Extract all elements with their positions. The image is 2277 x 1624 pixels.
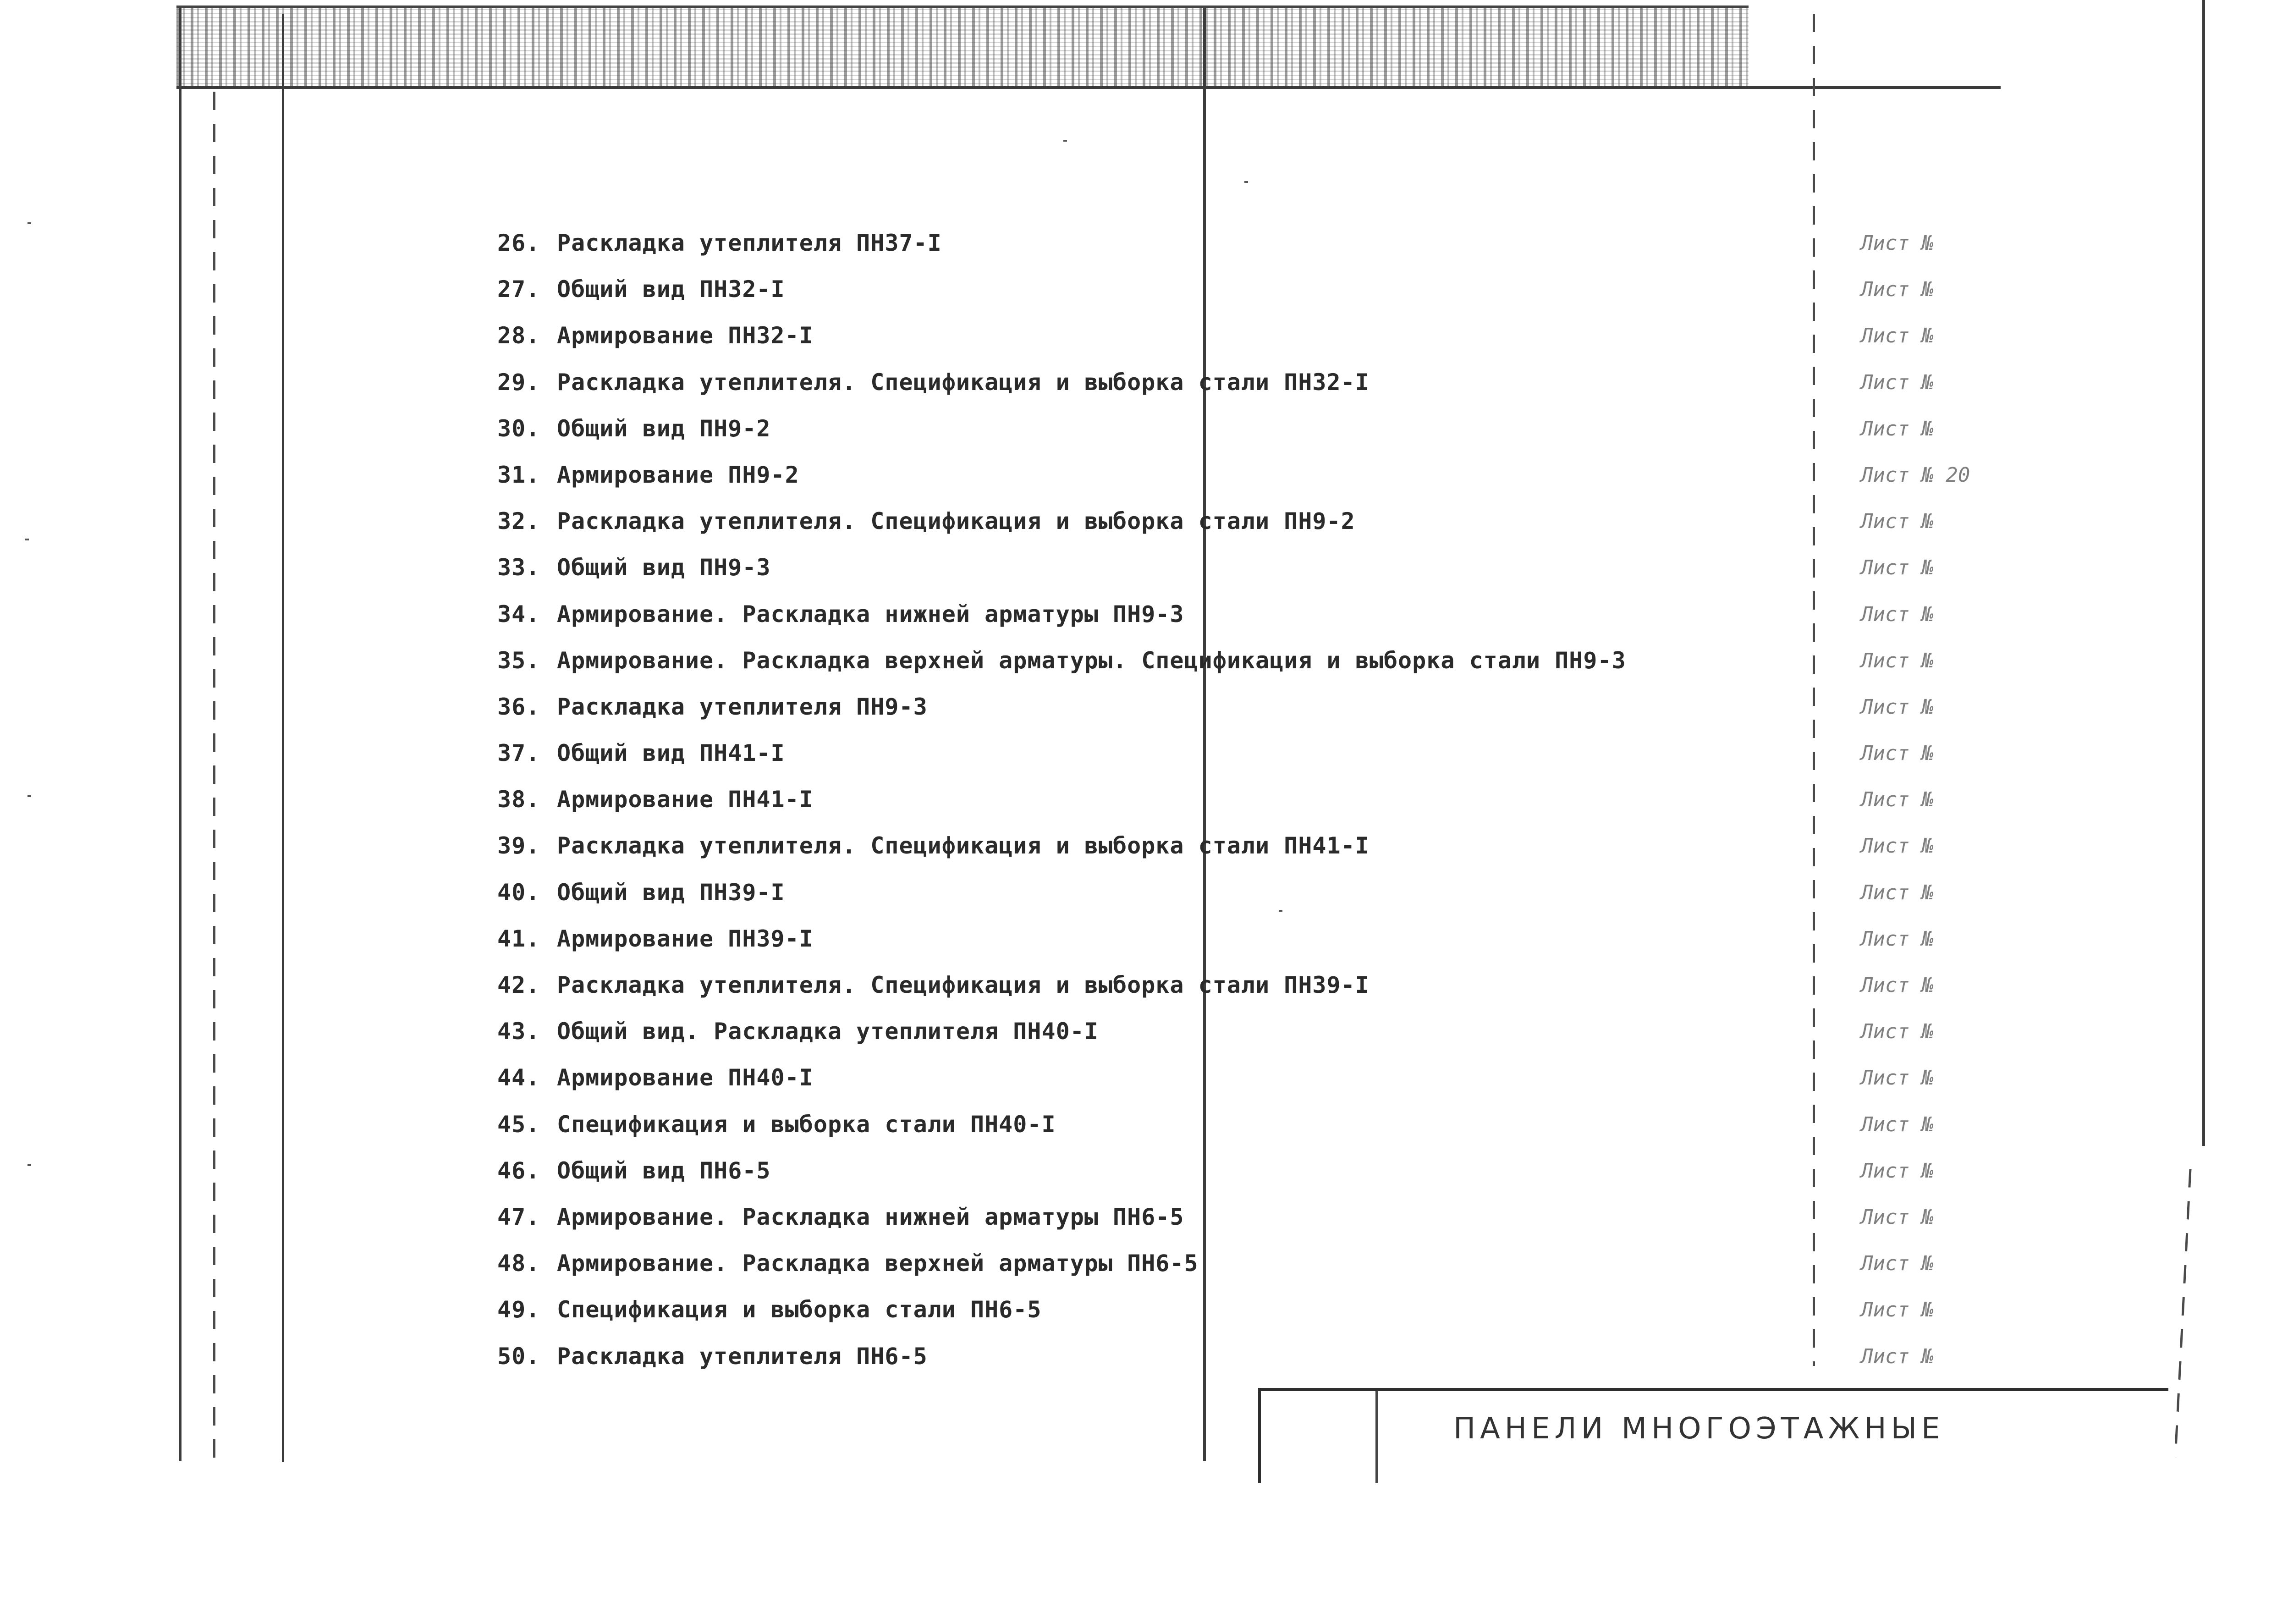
title-block bbox=[1258, 1388, 2168, 1483]
contents-row-number: 32. bbox=[497, 508, 540, 535]
frame-top-border bbox=[176, 6, 1749, 8]
contents-row bbox=[497, 684, 1689, 730]
sheet-number: Лист № bbox=[1861, 370, 1934, 394]
contents-row-title: Армирование ПН39-I bbox=[557, 925, 814, 952]
contents-row bbox=[497, 916, 1689, 962]
contents-row bbox=[497, 1008, 1689, 1055]
scan-speck bbox=[28, 1164, 31, 1166]
frame-header-strip bbox=[176, 8, 1749, 88]
contents-row-title: Общий вид. Раскладка утеплителя ПН40-I bbox=[557, 1018, 1099, 1045]
contents-row-number: 36. bbox=[497, 693, 540, 720]
contents-row-number: 33. bbox=[497, 554, 540, 581]
contents-row-number: 48. bbox=[497, 1250, 540, 1277]
contents-row-number: 39. bbox=[497, 832, 540, 859]
contents-row bbox=[497, 870, 1689, 916]
sheet-number: Лист № bbox=[1861, 1020, 1934, 1044]
sheet-number: Лист № bbox=[1861, 1159, 1934, 1183]
sheet-number: Лист № 20 bbox=[1861, 463, 1970, 487]
contents-row bbox=[497, 823, 1689, 869]
sheet-number: Лист № bbox=[1861, 974, 1934, 997]
contents-row-title: Общий вид ПН41-I bbox=[557, 740, 785, 767]
contents-row-number: 50. bbox=[497, 1343, 540, 1370]
contents-row-title: Раскладка утеплителя ПН37-I bbox=[557, 230, 942, 256]
contents-row-number: 42. bbox=[497, 972, 540, 998]
contents-row-title: Армирование ПН32-I bbox=[557, 322, 814, 349]
contents-row bbox=[497, 313, 1689, 359]
contents-row-title: Армирование. Раскладка нижней арматуры ПН6-5 bbox=[557, 1203, 1184, 1230]
contents-row-title: Спецификация и выборка стали ПН40-I bbox=[557, 1111, 1056, 1138]
contents-row bbox=[497, 498, 1689, 545]
frame-left-inner-line bbox=[213, 92, 215, 1458]
sheet-number: Лист № bbox=[1861, 788, 1934, 812]
sheet-number: Лист № bbox=[1861, 1112, 1934, 1136]
contents-row-title: Общий вид ПН6-5 bbox=[557, 1157, 771, 1184]
contents-row bbox=[497, 638, 1689, 684]
sheet-number: Лист № bbox=[1861, 556, 1934, 580]
contents-row-title: Спецификация и выборка стали ПН6-5 bbox=[557, 1296, 1042, 1323]
contents-row-title: Раскладка утеплителя. Спецификация и выборка стали ПН32-I bbox=[557, 369, 1370, 396]
sheet-number: Лист № bbox=[1861, 510, 1934, 534]
contents-row bbox=[497, 591, 1689, 638]
sheet-number: Лист № bbox=[1861, 1205, 1934, 1229]
contents-row-number: 28. bbox=[497, 322, 540, 349]
sheet-number: Лист № bbox=[1861, 324, 1934, 348]
contents-row-number: 35. bbox=[497, 647, 540, 674]
contents-row-title: Армирование. Раскладка верхней арматуры. Спецификация и выборка стали ПН9-3 bbox=[557, 647, 1626, 674]
frame-left-border bbox=[179, 8, 182, 1461]
contents-row-number: 30. bbox=[497, 415, 540, 442]
contents-row-number: 29. bbox=[497, 369, 540, 396]
contents-row-number: 49. bbox=[497, 1296, 540, 1323]
contents-row bbox=[497, 220, 1689, 266]
scan-speck bbox=[28, 222, 31, 224]
sheet-number: Лист № bbox=[1861, 742, 1934, 765]
contents-row bbox=[497, 1333, 1689, 1380]
contents-row bbox=[497, 1287, 1689, 1333]
contents-row bbox=[497, 1240, 1689, 1287]
contents-row-number: 37. bbox=[497, 740, 540, 767]
sheet-number: Лист № bbox=[1861, 881, 1934, 904]
frame-sheet-column-line bbox=[1813, 14, 1815, 1366]
contents-row-title: Общий вид ПН9-2 bbox=[557, 415, 771, 442]
contents-row bbox=[497, 776, 1689, 823]
sheet-number: Лист № bbox=[1861, 695, 1934, 719]
sheet-number: Лист № bbox=[1861, 1066, 1934, 1090]
sheet-number: Лист № bbox=[1861, 278, 1934, 302]
sheet-number: Лист № bbox=[1861, 1298, 1934, 1322]
contents-row-number: 47. bbox=[497, 1203, 540, 1230]
contents-row-number: 43. bbox=[497, 1018, 540, 1045]
contents-row bbox=[497, 452, 1689, 498]
contents-row-title: Общий вид ПН9-3 bbox=[557, 554, 771, 581]
sheet-number-column bbox=[1861, 220, 2017, 1380]
contents-row-title: Армирование. Раскладка нижней арматуры ПН9-3 bbox=[557, 600, 1184, 628]
frame-header-line bbox=[176, 86, 2001, 89]
contents-row-title: Раскладка утеплителя. Спецификация и выборка стали ПН39-I bbox=[557, 972, 1370, 998]
scan-speck bbox=[25, 539, 29, 540]
contents-row-title: Армирование ПН9-2 bbox=[557, 461, 799, 488]
contents-row-title: Армирование ПН40-I bbox=[557, 1064, 814, 1091]
contents-row bbox=[497, 962, 1689, 1008]
contents-row bbox=[497, 730, 1689, 776]
contents-row bbox=[497, 545, 1689, 591]
contents-row bbox=[497, 359, 1689, 406]
scan-speck bbox=[1244, 181, 1248, 183]
sheet-number: Лист № bbox=[1861, 1344, 1934, 1368]
contents-row-title: Армирование ПН41-I bbox=[557, 786, 814, 813]
contents-row bbox=[497, 1148, 1689, 1194]
contents-row bbox=[497, 1101, 1689, 1148]
contents-row-title: Армирование. Раскладка верхней арматуры ПН6-5 bbox=[557, 1250, 1199, 1277]
contents-row-title: Раскладка утеплителя ПН6-5 bbox=[557, 1343, 928, 1370]
contents-row-title: Раскладка утеплителя ПН9-3 bbox=[557, 693, 928, 720]
scan-speck bbox=[1063, 140, 1067, 142]
contents-row-number: 44. bbox=[497, 1064, 540, 1091]
title-block-divider bbox=[1375, 1391, 1378, 1483]
contents-row-number: 41. bbox=[497, 925, 540, 952]
sheet-number: Лист № bbox=[1861, 602, 1934, 626]
frame-right-lower-edge bbox=[2174, 1169, 2192, 1457]
contents-row-number: 46. bbox=[497, 1157, 540, 1184]
frame-margin-line bbox=[282, 14, 284, 1462]
contents-row-title: Раскладка утеплителя. Спецификация и выборка стали ПН9-2 bbox=[557, 508, 1355, 535]
sheet-number: Лист № bbox=[1861, 417, 1934, 440]
scan-speck bbox=[28, 795, 31, 797]
contents-row-title: Раскладка утеплителя. Спецификация и выборка стали ПН41-I bbox=[557, 832, 1370, 859]
contents-row-number: 27. bbox=[497, 276, 540, 303]
title-block-text: ПАНЕЛИ МНОГОЭТАЖНЫЕ bbox=[1453, 1412, 1945, 1446]
contents-row-number: 38. bbox=[497, 786, 540, 813]
contents-list bbox=[497, 220, 1689, 1380]
contents-row-number: 31. bbox=[497, 461, 540, 488]
contents-row bbox=[497, 266, 1689, 313]
sheet-number: Лист № bbox=[1861, 231, 1934, 255]
frame-right-border bbox=[2202, 0, 2205, 1146]
sheet-number: Лист № bbox=[1861, 1252, 1934, 1276]
contents-row-title: Общий вид ПН32-I bbox=[557, 276, 785, 303]
contents-row-number: 34. bbox=[497, 600, 540, 628]
contents-row-number: 26. bbox=[497, 230, 540, 256]
contents-row-number: 40. bbox=[497, 879, 540, 906]
sheet-number: Лист № bbox=[1861, 834, 1934, 858]
contents-row-number: 45. bbox=[497, 1111, 540, 1138]
sheet-number: Лист № bbox=[1861, 649, 1934, 672]
contents-row bbox=[497, 406, 1689, 452]
contents-row bbox=[497, 1055, 1689, 1101]
contents-row-title: Общий вид ПН39-I bbox=[557, 879, 785, 906]
contents-row bbox=[497, 1194, 1689, 1240]
sheet-number: Лист № bbox=[1861, 927, 1934, 951]
